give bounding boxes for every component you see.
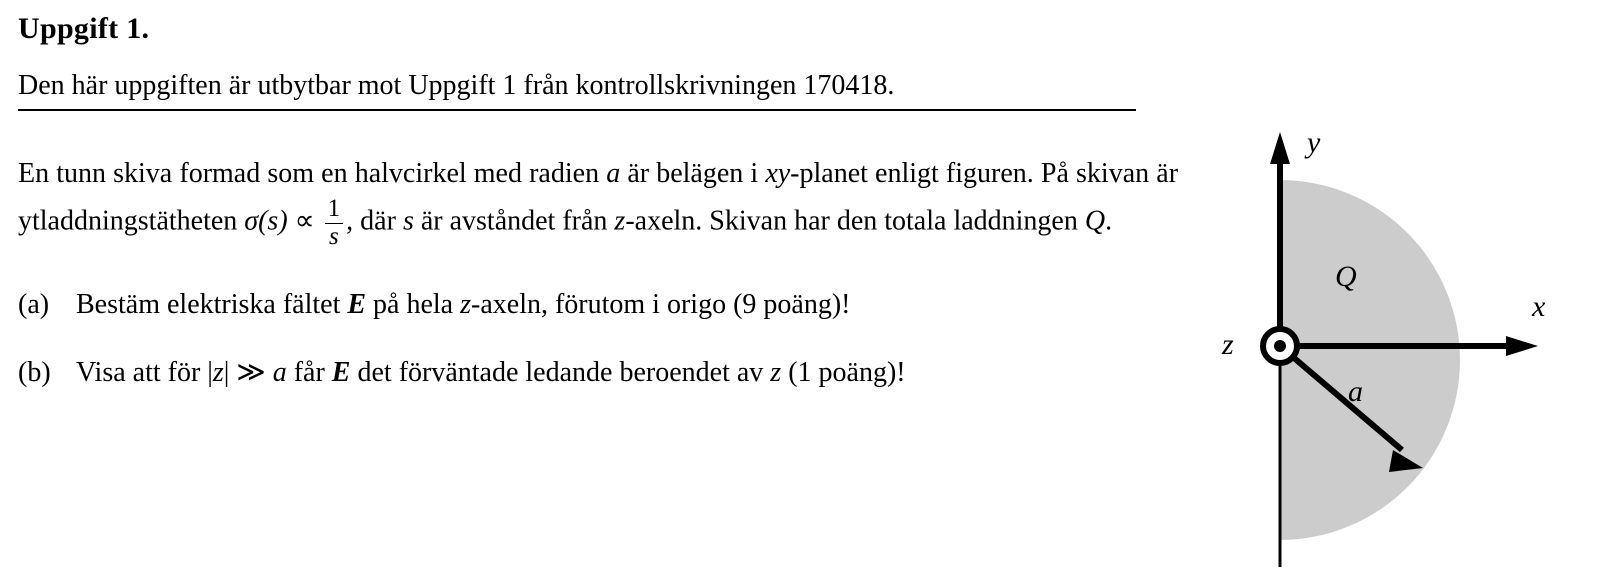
text-column: [18, 0, 1198, 394]
subtask-b: [18, 352, 1198, 394]
sigma-function: σ(s): [244, 205, 288, 237]
variable-a: a: [606, 158, 621, 189]
axis-z-a: z: [460, 288, 472, 320]
statement-part-2: är belägen i: [620, 158, 766, 189]
subtask-b-label: (b): [18, 356, 51, 388]
subtask-a-post: -axeln, förutom i origo (9 poäng)!: [471, 288, 851, 320]
fraction-numerator: 1: [327, 195, 341, 223]
vector-E-b: E: [331, 356, 351, 388]
variable-a-b: a: [272, 356, 287, 388]
vector-E-a: E: [347, 288, 367, 320]
subtask-a: [18, 284, 1198, 326]
subtask-b-mid: får: [286, 356, 332, 388]
subtask-b-tail: (1 poäng)!: [781, 356, 906, 388]
subtask-a-label: (a): [18, 288, 50, 320]
variable-Q: Q: [1084, 205, 1106, 237]
variable-s: s: [402, 205, 414, 237]
charge-label: Q: [1335, 260, 1357, 293]
statement-part-5: är avståndet från: [413, 205, 615, 237]
variable-z-abs: z: [212, 356, 224, 388]
proportional-symbol: ∝: [287, 205, 322, 237]
subtask-a-mid: på hela: [366, 288, 461, 320]
subtask-a-text: [76, 284, 1198, 326]
exchange-note: Den här uppgiften är utbytbar mot Uppgift 1 från kontrollskrivningen 170418.: [18, 68, 1136, 111]
variable-z: z: [614, 205, 626, 237]
subtask-list: [18, 284, 1198, 394]
variable-xy: xy: [765, 158, 791, 189]
subtask-b-pre: Visa att för |: [76, 356, 213, 388]
y-axis-label: y: [1307, 126, 1321, 159]
statement-part-6: -axeln. Skivan har den totala laddningen: [625, 205, 1085, 237]
y-axis-arrowhead: [1270, 132, 1290, 164]
figure-svg: [1180, 120, 1580, 567]
fraction-denominator: s: [325, 223, 344, 250]
z-axis-label: z: [1222, 328, 1234, 361]
subtask-b-mid-pre: | ≫: [223, 356, 273, 388]
radius-label: a: [1348, 375, 1363, 408]
subtask-b-post: det förväntade ledande beroendet av: [350, 356, 771, 388]
statement-part-4: , där: [346, 205, 403, 237]
x-axis-arrowhead: [1506, 336, 1538, 356]
z-axis-dot: [1274, 340, 1286, 352]
subtask-a-pre: Bestäm elektriska fältet: [76, 288, 348, 320]
statement-part-1: En tunn skiva formad som en halvcirkel med radien: [18, 158, 607, 189]
x-axis-label: x: [1532, 290, 1546, 323]
fraction-one-over-s: [325, 196, 344, 250]
axis-z-b: z: [770, 356, 782, 388]
statement-part-7: .: [1105, 205, 1113, 237]
statement-part-3: -planet enligt figuren. På skivan är ytladdningstätheten: [18, 158, 1179, 237]
task-title: Uppgift 1.: [18, 12, 150, 45]
halfdisk-figure: [1180, 120, 1580, 567]
subtask-b-text: [76, 352, 1198, 394]
problem-statement: [18, 151, 1178, 250]
halfdisk-shape: [1280, 180, 1460, 540]
